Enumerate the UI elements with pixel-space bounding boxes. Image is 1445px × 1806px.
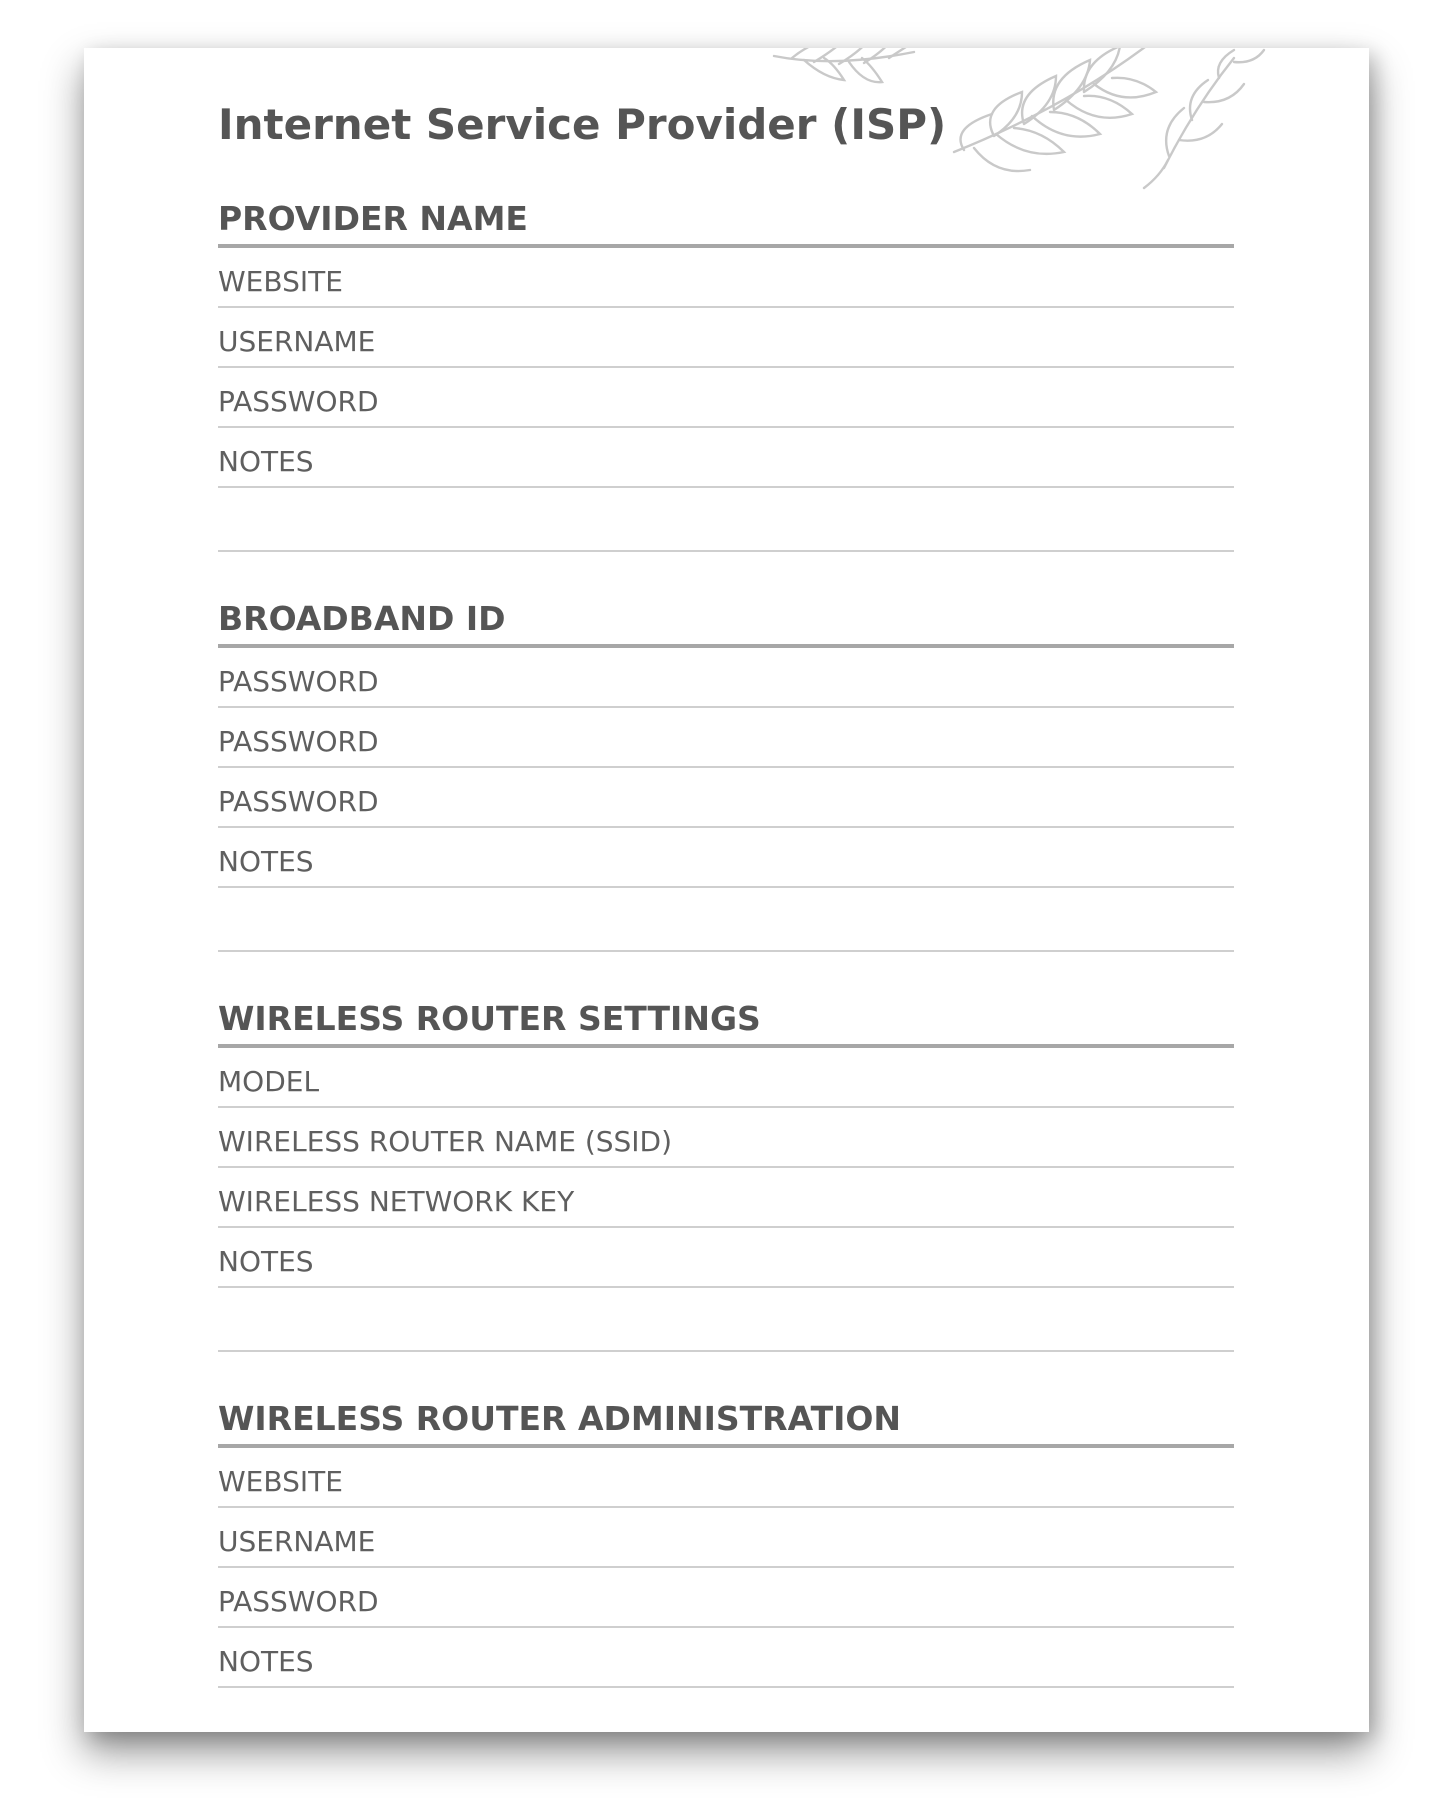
field-label: USERNAME	[218, 325, 376, 358]
field-label: MODEL	[218, 1065, 320, 1098]
field-label: WIRELESS NETWORK KEY	[218, 1185, 575, 1218]
page-title: Internet Service Provider (ISP)	[218, 100, 947, 149]
field-label: NOTES	[218, 1245, 314, 1278]
field-row-notes[interactable]	[218, 428, 1234, 488]
field-label: PASSWORD	[218, 725, 379, 758]
field-row-password[interactable]	[218, 368, 1234, 428]
field-label: NOTES	[218, 845, 314, 878]
section-heading-label: BROADBAND ID	[218, 599, 506, 638]
field-row-username[interactable]	[218, 308, 1234, 368]
field-row-blank[interactable]	[218, 888, 1234, 952]
section-heading	[218, 594, 1234, 648]
planner-page	[84, 48, 1369, 1732]
section-heading-label: WIRELESS ROUTER ADMINISTRATION	[218, 1399, 902, 1438]
field-label: PASSWORD	[218, 1585, 379, 1618]
field-row-notes[interactable]	[218, 1628, 1234, 1688]
section-provider-name	[218, 194, 1234, 552]
field-label: NOTES	[218, 1645, 314, 1678]
field-row-blank[interactable]	[218, 488, 1234, 552]
field-row-username[interactable]	[218, 1508, 1234, 1568]
field-row-network-key[interactable]	[218, 1168, 1234, 1228]
section-heading	[218, 1394, 1234, 1448]
field-label: PASSWORD	[218, 785, 379, 818]
section-wireless-router-administration	[218, 1394, 1234, 1688]
field-row-website[interactable]	[218, 248, 1234, 308]
field-label: PASSWORD	[218, 665, 379, 698]
field-row-password[interactable]	[218, 648, 1234, 708]
field-row-notes[interactable]	[218, 1228, 1234, 1288]
field-row-blank[interactable]	[218, 1288, 1234, 1352]
field-row-website[interactable]	[218, 1448, 1234, 1508]
section-broadband-id	[218, 594, 1234, 952]
field-row-ssid[interactable]	[218, 1108, 1234, 1168]
field-label: NOTES	[218, 445, 314, 478]
section-wireless-router-settings	[218, 994, 1234, 1352]
field-label: WIRELESS ROUTER NAME (SSID)	[218, 1125, 673, 1158]
section-heading-label: PROVIDER NAME	[218, 199, 528, 238]
field-row-password[interactable]	[218, 1568, 1234, 1628]
field-label: WEBSITE	[218, 1465, 343, 1498]
section-heading-label: WIRELESS ROUTER SETTINGS	[218, 999, 761, 1038]
field-label: WEBSITE	[218, 265, 343, 298]
field-row-notes[interactable]	[218, 828, 1234, 888]
field-row-password[interactable]	[218, 708, 1234, 768]
field-label: PASSWORD	[218, 385, 379, 418]
section-heading	[218, 994, 1234, 1048]
field-row-model[interactable]	[218, 1048, 1234, 1108]
section-heading	[218, 194, 1234, 248]
field-row-password[interactable]	[218, 768, 1234, 828]
field-label: USERNAME	[218, 1525, 376, 1558]
